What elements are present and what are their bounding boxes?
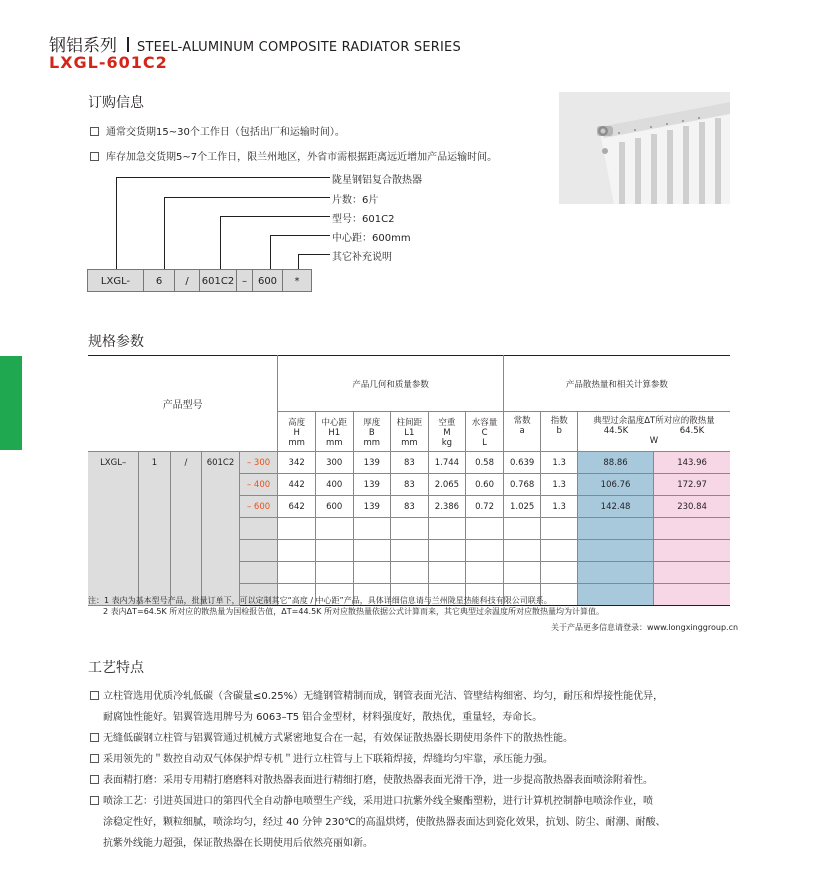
cell-a: 1.025	[503, 496, 541, 518]
cell-h: 442	[278, 474, 316, 496]
model-part-model: 601C2	[202, 452, 240, 606]
empty-cell	[278, 518, 316, 540]
geo-header: 产品几何和质量参数	[278, 356, 503, 412]
spec-note-2: 2 表内ΔT=64.5K 所对应的散热量为国检报告值，ΔT=44.5K 所对应散热量依据公式计算而来，其它典型过余温度所对应散热量均为计算值。	[103, 607, 604, 616]
craft-item-line: 采用领先的＂数控自动双气体保护焊专机＂进行立柱管与上下联箱焊接，焊缝均匀牢靠，承压能力强。	[90, 749, 750, 770]
cell-heat-44	[577, 562, 653, 584]
heat-header: 产品散热量和相关计算参数	[503, 356, 730, 412]
empty-cell	[503, 540, 541, 562]
cell-c: 0.72	[466, 496, 504, 518]
col-header-constant: 常数 a	[503, 412, 541, 452]
row-suffix: – 400	[239, 474, 278, 496]
code-cell-series: LXGL-	[88, 270, 144, 292]
empty-cell	[541, 518, 578, 540]
bracket-line	[270, 235, 271, 269]
col-header-heat: 典型过余温度ΔT所对应的散热量 44.5K 64.5K W	[577, 412, 730, 452]
cell-b: 139	[353, 496, 391, 518]
cell-heat-44	[577, 584, 653, 606]
row-suffix	[239, 562, 278, 584]
cell-m: 2.065	[428, 474, 466, 496]
bracket-line	[164, 197, 330, 198]
empty-cell	[466, 518, 504, 540]
cell-heat-44: 88.86	[577, 452, 653, 474]
cell-b: 139	[353, 452, 391, 474]
code-cell-dash: –	[237, 270, 253, 292]
code-label-center: 中心距：600mm	[332, 233, 411, 244]
cell-b: 139	[353, 474, 391, 496]
code-cell-slash: /	[175, 270, 200, 292]
cell-heat-64	[654, 540, 730, 562]
bracket-line	[220, 216, 221, 269]
empty-cell	[503, 518, 541, 540]
empty-cell	[391, 562, 429, 584]
code-label-sections: 片数：6片	[332, 195, 379, 206]
cell-a: 0.639	[503, 452, 541, 474]
cell-l1: 83	[391, 496, 429, 518]
bracket-line	[298, 254, 299, 269]
cell-h: 642	[278, 496, 316, 518]
craft-title: 工艺特点	[88, 660, 144, 676]
order-note-1: 通常交货期15~30个工作日（包括出厂和运输时间）。	[90, 123, 345, 138]
craft-item-line: 涂稳定性好，颗粒细腻，喷涂均匀，经过 40 分钟 230℃的高温烘烤，使散热器表面达到瓷化效果，抗划、防尘、耐潮、耐酸、	[103, 817, 666, 828]
order-title: 订购信息	[88, 95, 144, 111]
col-header-water: 水容量 C L	[466, 412, 504, 452]
cell-h1: 600	[315, 496, 353, 518]
product-photo	[559, 92, 730, 204]
empty-cell	[353, 562, 391, 584]
empty-cell	[353, 518, 391, 540]
col-header-spacing: 柱间距 L1 mm	[391, 412, 429, 452]
cell-b: 1.3	[541, 452, 578, 474]
cell-heat-64: 143.96	[654, 452, 730, 474]
code-label-model: 型号：601C2	[332, 214, 395, 225]
col-header-thickness: 厚度 B mm	[353, 412, 391, 452]
empty-cell	[278, 562, 316, 584]
cell-b: 1.3	[541, 474, 578, 496]
cell-h1: 300	[315, 452, 353, 474]
row-suffix: – 600	[239, 496, 278, 518]
model-part-sections: 1	[139, 452, 170, 606]
code-cell-sections: 6	[144, 270, 175, 292]
craft-item-line: 立柱管选用优质冷轧低碳（含碳量≤0.25%）无缝钢管精制而成，钢管表面光洁、管壁结构细密、均匀，耐压和焊接性能优异，	[90, 686, 750, 707]
cell-heat-64	[654, 562, 730, 584]
cell-l1: 83	[391, 474, 429, 496]
side-tab	[0, 356, 22, 450]
empty-cell	[353, 540, 391, 562]
col-header-center: 中心距 H1 mm	[315, 412, 353, 452]
row-suffix: – 300	[239, 452, 278, 474]
cell-b: 1.3	[541, 496, 578, 518]
checkbox-icon	[90, 152, 99, 161]
craft-item-line: 表面精打磨：采用专用精打磨磨料对散热器表面进行精细打磨，使散热器表面光滑干净，进一步提高散热器表面喷涂附着性。	[90, 770, 750, 791]
cell-heat-64	[654, 518, 730, 540]
table-row	[88, 452, 730, 474]
craft-item-line: 无缝低碳钢立柱管与铝翼管通过机械方式紧密地复合在一起，有效保证散热器长期使用条件下的散热性能。	[90, 728, 750, 749]
model-part-series: LXGL–	[88, 452, 139, 606]
code-cell-model: 601C2	[200, 270, 237, 292]
cell-heat-64: 172.97	[654, 474, 730, 496]
more-info-link[interactable]: 关于产品更多信息请登录：www.longxinggroup.cn	[551, 623, 739, 632]
empty-cell	[428, 540, 466, 562]
bracket-line	[164, 197, 165, 269]
checkbox-icon	[90, 754, 99, 763]
col-header-index: 指数 b	[541, 412, 578, 452]
cell-c: 0.58	[466, 452, 504, 474]
cell-heat-44: 142.48	[577, 496, 653, 518]
cell-m: 1.744	[428, 452, 466, 474]
empty-cell	[278, 540, 316, 562]
cell-c: 0.60	[466, 474, 504, 496]
code-label-other: 其它补充说明	[332, 252, 392, 263]
code-label-product: 陇星钢铝复合散热器	[332, 175, 422, 186]
cell-h1: 400	[315, 474, 353, 496]
cell-m: 2.386	[428, 496, 466, 518]
code-cell-other: *	[294, 275, 300, 287]
empty-cell	[541, 540, 578, 562]
title-en: STEEL-ALUMINUM COMPOSITE RADIATOR SERIES	[137, 40, 461, 55]
cell-h: 342	[278, 452, 316, 474]
cell-heat-44: 106.76	[577, 474, 653, 496]
empty-cell	[428, 562, 466, 584]
empty-cell	[315, 518, 353, 540]
bracket-line	[220, 216, 330, 217]
empty-cell	[541, 562, 578, 584]
cell-heat-44	[577, 518, 653, 540]
spec-note-1: 注：1 表内为基本型号产品，批量订单下，可以定制其它“高度 / 中心距”产品，具体详细信息请与兰州陇星热能科技有限公司联系。	[88, 596, 552, 605]
checkbox-icon	[90, 775, 99, 784]
checkbox-icon	[90, 796, 99, 805]
cell-heat-64: 230.84	[654, 496, 730, 518]
bracket-line	[298, 254, 330, 255]
order-code-box	[87, 269, 312, 292]
spec-title: 规格参数	[88, 334, 144, 350]
craft-item-line: 抗紫外线能力超强，保证散热器在长期使用后依然亮丽如新。	[103, 838, 373, 849]
model-header: 产品型号	[88, 356, 278, 452]
row-suffix	[239, 518, 278, 540]
spec-table	[88, 355, 730, 606]
empty-cell	[391, 518, 429, 540]
bracket-line	[116, 177, 117, 269]
empty-cell	[466, 562, 504, 584]
col-header-height: 高度 H mm	[278, 412, 316, 452]
empty-cell	[391, 540, 429, 562]
craft-list	[90, 686, 750, 854]
checkbox-icon	[90, 691, 99, 700]
craft-item-line: 耐腐蚀性能好。铝翼管选用牌号为 6063–T5 铝合金型材，材料强度好，散热优，重量轻，寿命长。	[103, 712, 543, 723]
bracket-line	[270, 235, 330, 236]
title-divider	[127, 37, 129, 52]
checkbox-icon	[90, 127, 99, 136]
cell-heat-44	[577, 540, 653, 562]
cell-heat-64	[654, 584, 730, 606]
row-suffix	[239, 540, 278, 562]
col-header-weight: 空重 M kg	[428, 412, 466, 452]
empty-cell	[315, 562, 353, 584]
craft-item-line: 喷涂工艺：引进英国进口的第四代全自动静电喷塑生产线，采用进口抗紫外线全聚酯塑粉，进行计算机控制静电喷涂作业，喷	[90, 791, 750, 812]
model-code: LXGL-601C2	[49, 53, 168, 72]
model-part-slash: /	[170, 452, 201, 606]
title-cn: 钢铝系列	[49, 36, 117, 56]
cell-l1: 83	[391, 452, 429, 474]
code-cell-center: 600	[253, 270, 283, 292]
empty-cell	[428, 518, 466, 540]
cell-a: 0.768	[503, 474, 541, 496]
empty-cell	[466, 540, 504, 562]
empty-cell	[503, 562, 541, 584]
order-note-2: 库存加急交货期5~7个工作日，限兰州地区，外省市需根据距离远近增加产品运输时间。	[90, 148, 497, 163]
empty-cell	[315, 540, 353, 562]
bracket-line	[116, 177, 330, 178]
checkbox-icon	[90, 733, 99, 742]
